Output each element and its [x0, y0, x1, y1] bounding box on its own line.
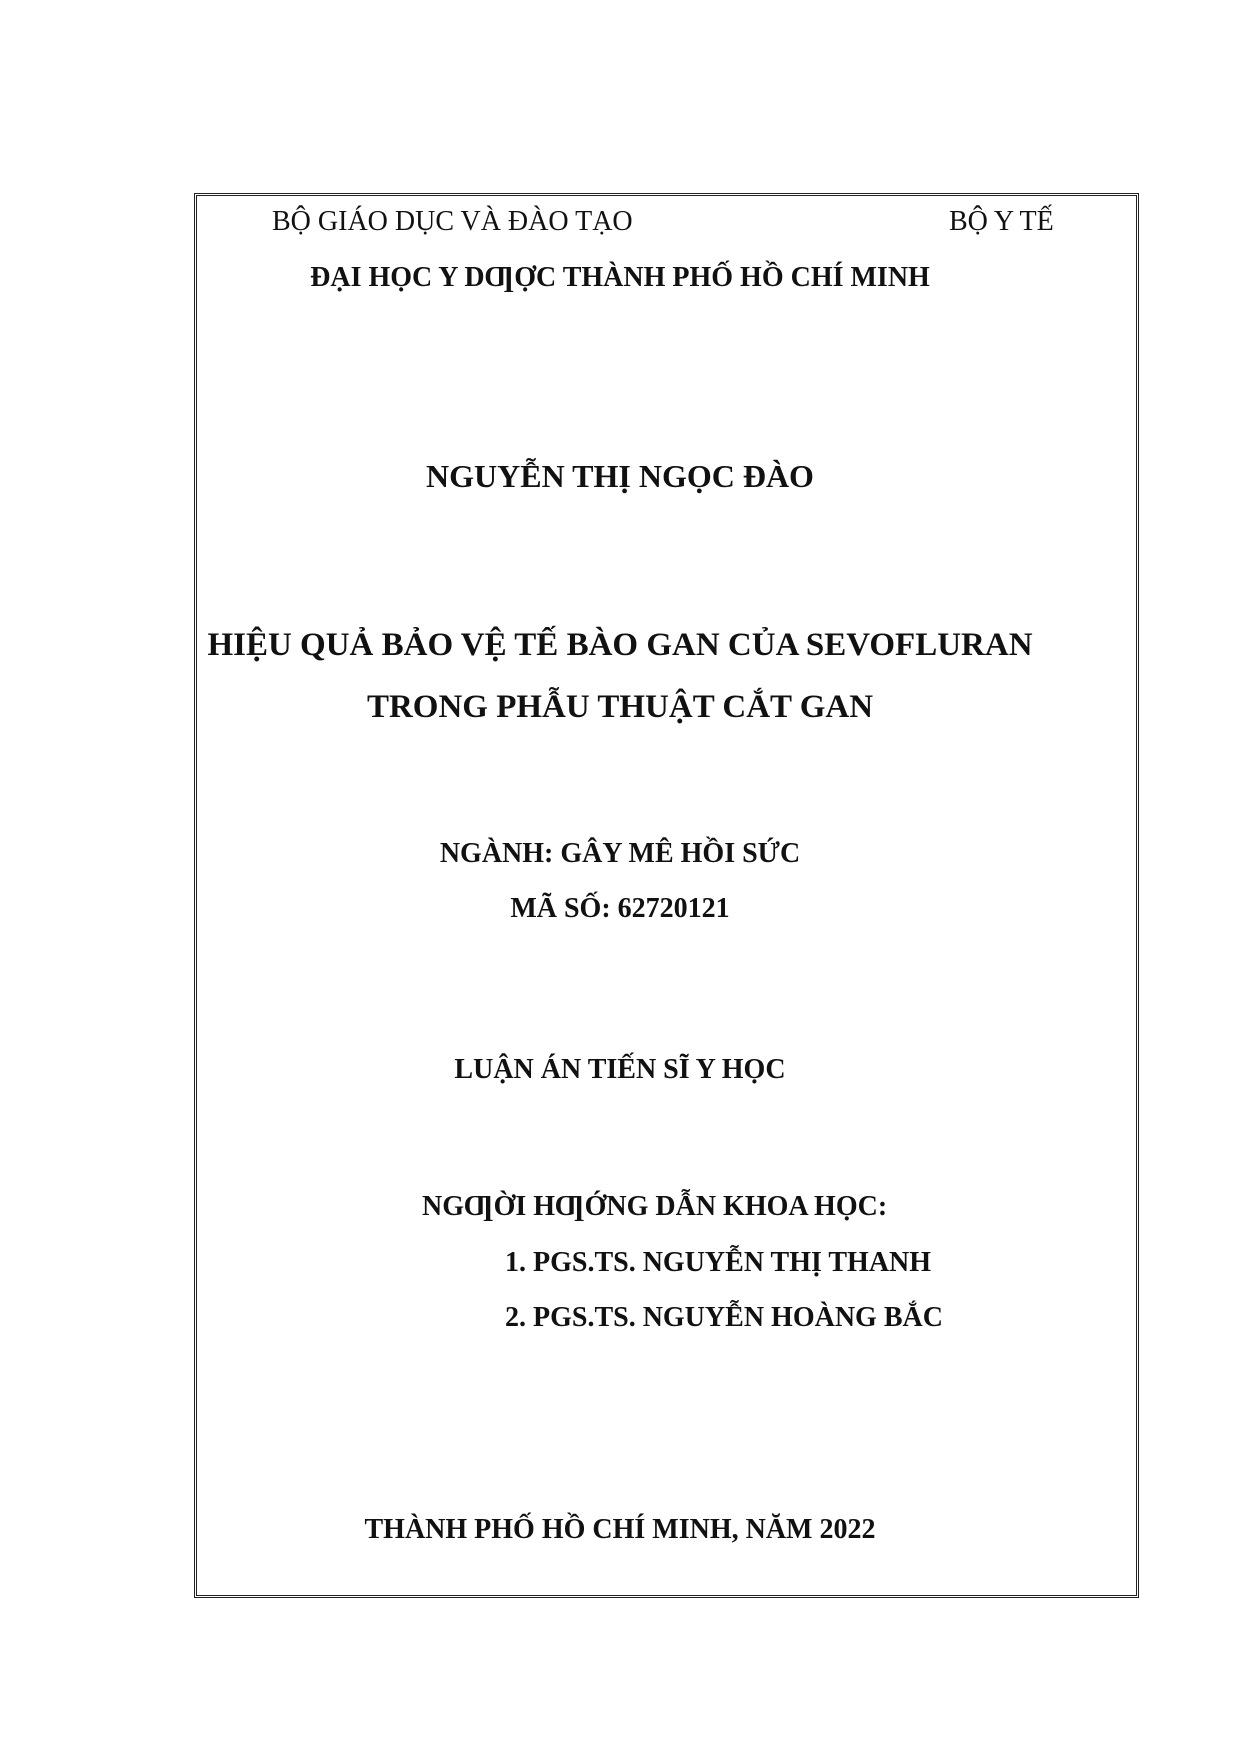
major-label: NGÀNH: GÂY MÊ HỒI SỨC	[439, 838, 801, 869]
university-name: ĐẠI HỌC Y DƢỢC THÀNH PHỐ HỒ CHÍ MINH	[310, 262, 930, 293]
thesis-title-line-1: HIỆU QUẢ BẢO VỆ TẾ BÀO GAN CỦA SEVOFLURAN	[207, 627, 1033, 663]
place-and-year: THÀNH PHỐ HỒ CHÍ MINH, NĂM 2022	[364, 1514, 876, 1545]
supervisor-item: 2. PGS.TS. NGUYỄN HOÀNG BẮC	[505, 1302, 943, 1333]
thesis-title-line-2: TRONG PHẪU THUẬT CẮT GAN	[366, 689, 874, 725]
supervisors-heading: NGƢỜI HƢỚNG DẪN KHOA HỌC:	[422, 1191, 888, 1222]
supervisor-item: 1. PGS.TS. NGUYỄN THỊ THANH	[505, 1247, 932, 1278]
ministry-health-label: BỘ Y TẾ	[949, 206, 1054, 237]
degree-label: LUẬN ÁN TIẾN SĨ Y HỌC	[454, 1054, 786, 1085]
major-code: MÃ SỐ: 62720121	[510, 893, 730, 924]
author-name: NGUYỄN THỊ NGỌC ĐÀO	[426, 458, 814, 494]
ministry-education-label: BỘ GIÁO DỤC VÀ ĐÀO TẠO	[272, 206, 633, 237]
